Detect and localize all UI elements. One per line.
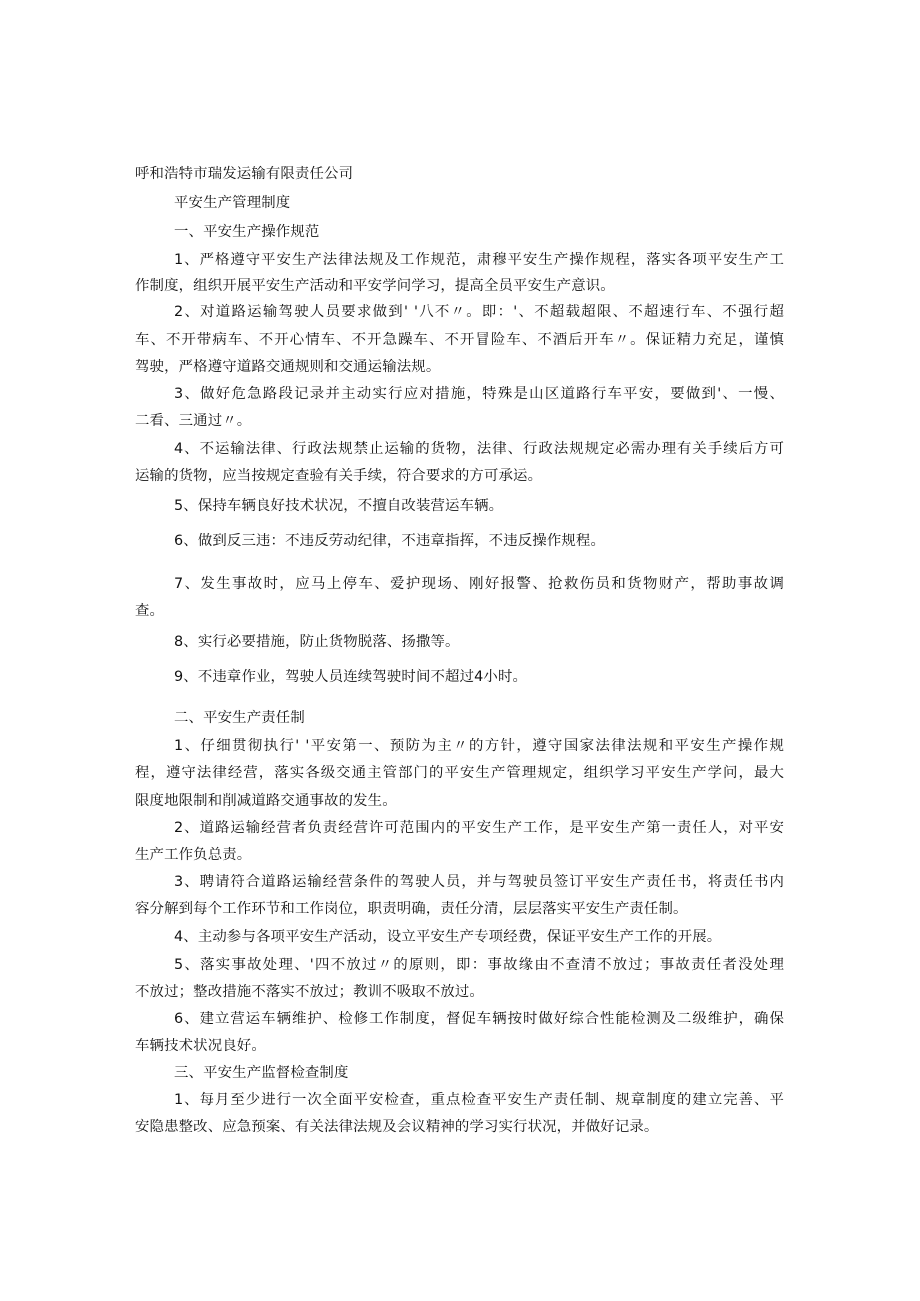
section-1-heading: 一、平安生产操作规范 — [174, 224, 320, 240]
s2-p6-line-2: 车辆技术状况良好。 — [135, 1038, 266, 1054]
s1-p3-line-1: 3、做好危急路段记录并主动实行应对措施，特殊是山区道路行车平安，要做到'、一慢、 — [174, 386, 784, 402]
s2-p1-line-1: 1、仔细贯彻执行' '平安第一、预防为主〃的方针，遵守国家法律法规和平安生产操作规 — [174, 738, 784, 754]
s1-p9: 9、不违章作业，驾驶人员连续驾驶时间不超过4小时。 — [174, 669, 528, 685]
s2-p3-line-1: 3、聘请符合道路运输经营条件的驾驶人员，并与驾驶员签订平安生产责任书，将责任书内 — [174, 874, 784, 890]
s1-p2-line-2: 车、不开带病车、不开心情车、不开急躁车、不开冒险车、不酒后开车〃。保证精力充足，谨慎 — [135, 332, 784, 348]
s2-p2-line-1: 2、道路运输经营者负责经营许可范围内的平安生产工作，是平安生产第一责任人，对平安 — [174, 820, 784, 836]
s3-p1-line-1: 1、每月至少进行一次全面平安检查，重点检查平安生产责任制、规章制度的建立完善、平 — [174, 1092, 784, 1108]
s2-p3-line-2: 容分解到每个工作环节和工作岗位，职责明确，责任分清，层层落实平安生产责任制。 — [135, 901, 688, 917]
section-2-heading: 二、平安生产责任制 — [174, 710, 305, 726]
s2-p6-line-1: 6、建立营运车辆维护、检修工作制度，督促车辆按时做好综合性能检测及二级维护，确保 — [174, 1011, 784, 1027]
s2-p1-line-3: 限度地限制和削减道路交通事故的发生。 — [135, 793, 397, 809]
s1-p6: 6、做到反三违：不违反劳动纪律，不违章指挥，不违反操作规程。 — [174, 533, 605, 549]
s1-p1-line-2: 作制度，组织开展平安生产活动和平安学问学习，提高全员平安生产意识。 — [135, 278, 615, 294]
s2-p1-line-2: 程，遵守法律经营，落实各级交通主管部门的平安生产管理规定，组织学习平安生产学问，最大 — [135, 765, 784, 781]
s2-p2-line-2: 生产工作负总责。 — [135, 847, 252, 863]
s3-p1-line-2: 安隐患整改、应急预案、有关法律法规及会议精神的学习实行状况，并做好记录。 — [135, 1119, 659, 1135]
s1-p5: 5、保持车辆良好技术状况，不擅自改装营运车辆。 — [174, 498, 504, 514]
section-3-heading: 三、平安生产监督检查制度 — [174, 1065, 349, 1081]
s1-p8: 8、实行必要措施，防止货物脱落、扬撒等。 — [174, 634, 460, 650]
s1-p2-line-3: 驾驶，严格遵守道路交通规则和交通运输法规。 — [135, 359, 441, 375]
s1-p3-line-2: 二看、三通过〃。 — [135, 413, 252, 429]
s1-p2-line-1: 2、对道路运输驾驶人员要求做到' '八不〃。即：'、不超载超限、不超速行车、不强行超 — [174, 304, 784, 320]
s2-p5-line-2: 不放过；整改措施不落实不放过；教训不吸取不放过。 — [135, 984, 484, 1000]
document-title: 平安生产管理制度 — [174, 195, 291, 211]
s1-p4-line-2: 运输的货物，应当按规定查验有关手续，符合要求的方可承运。 — [135, 468, 543, 484]
company-name: 呼和浩特市瑞发运输有限责任公司 — [135, 166, 354, 182]
s1-p7-line-2: 查。 — [135, 603, 165, 619]
s2-p4: 4、主动参与各项平安生产活动，设立平安生产专项经费，保证平安生产工作的开展。 — [174, 929, 722, 945]
s1-p1-line-1: 1、严格遵守平安生产法律法规及工作规范，肃穆平安生产操作规程，落实各项平安生产工 — [174, 252, 784, 268]
s1-p7-line-1: 7、发生事故时，应马上停车、爱护现场、刚好报警、抢救伤员和货物财产，帮助事故调 — [174, 576, 784, 592]
s2-p5-line-1: 5、落实事故处理、'四不放过〃的原则，即：事故缘由不查清不放过；事故责任者没处理 — [174, 957, 784, 973]
s1-p4-line-1: 4、不运输法律、行政法规禁止运输的货物，法律、行政法规规定必需办理有关手续后方可 — [174, 441, 784, 457]
